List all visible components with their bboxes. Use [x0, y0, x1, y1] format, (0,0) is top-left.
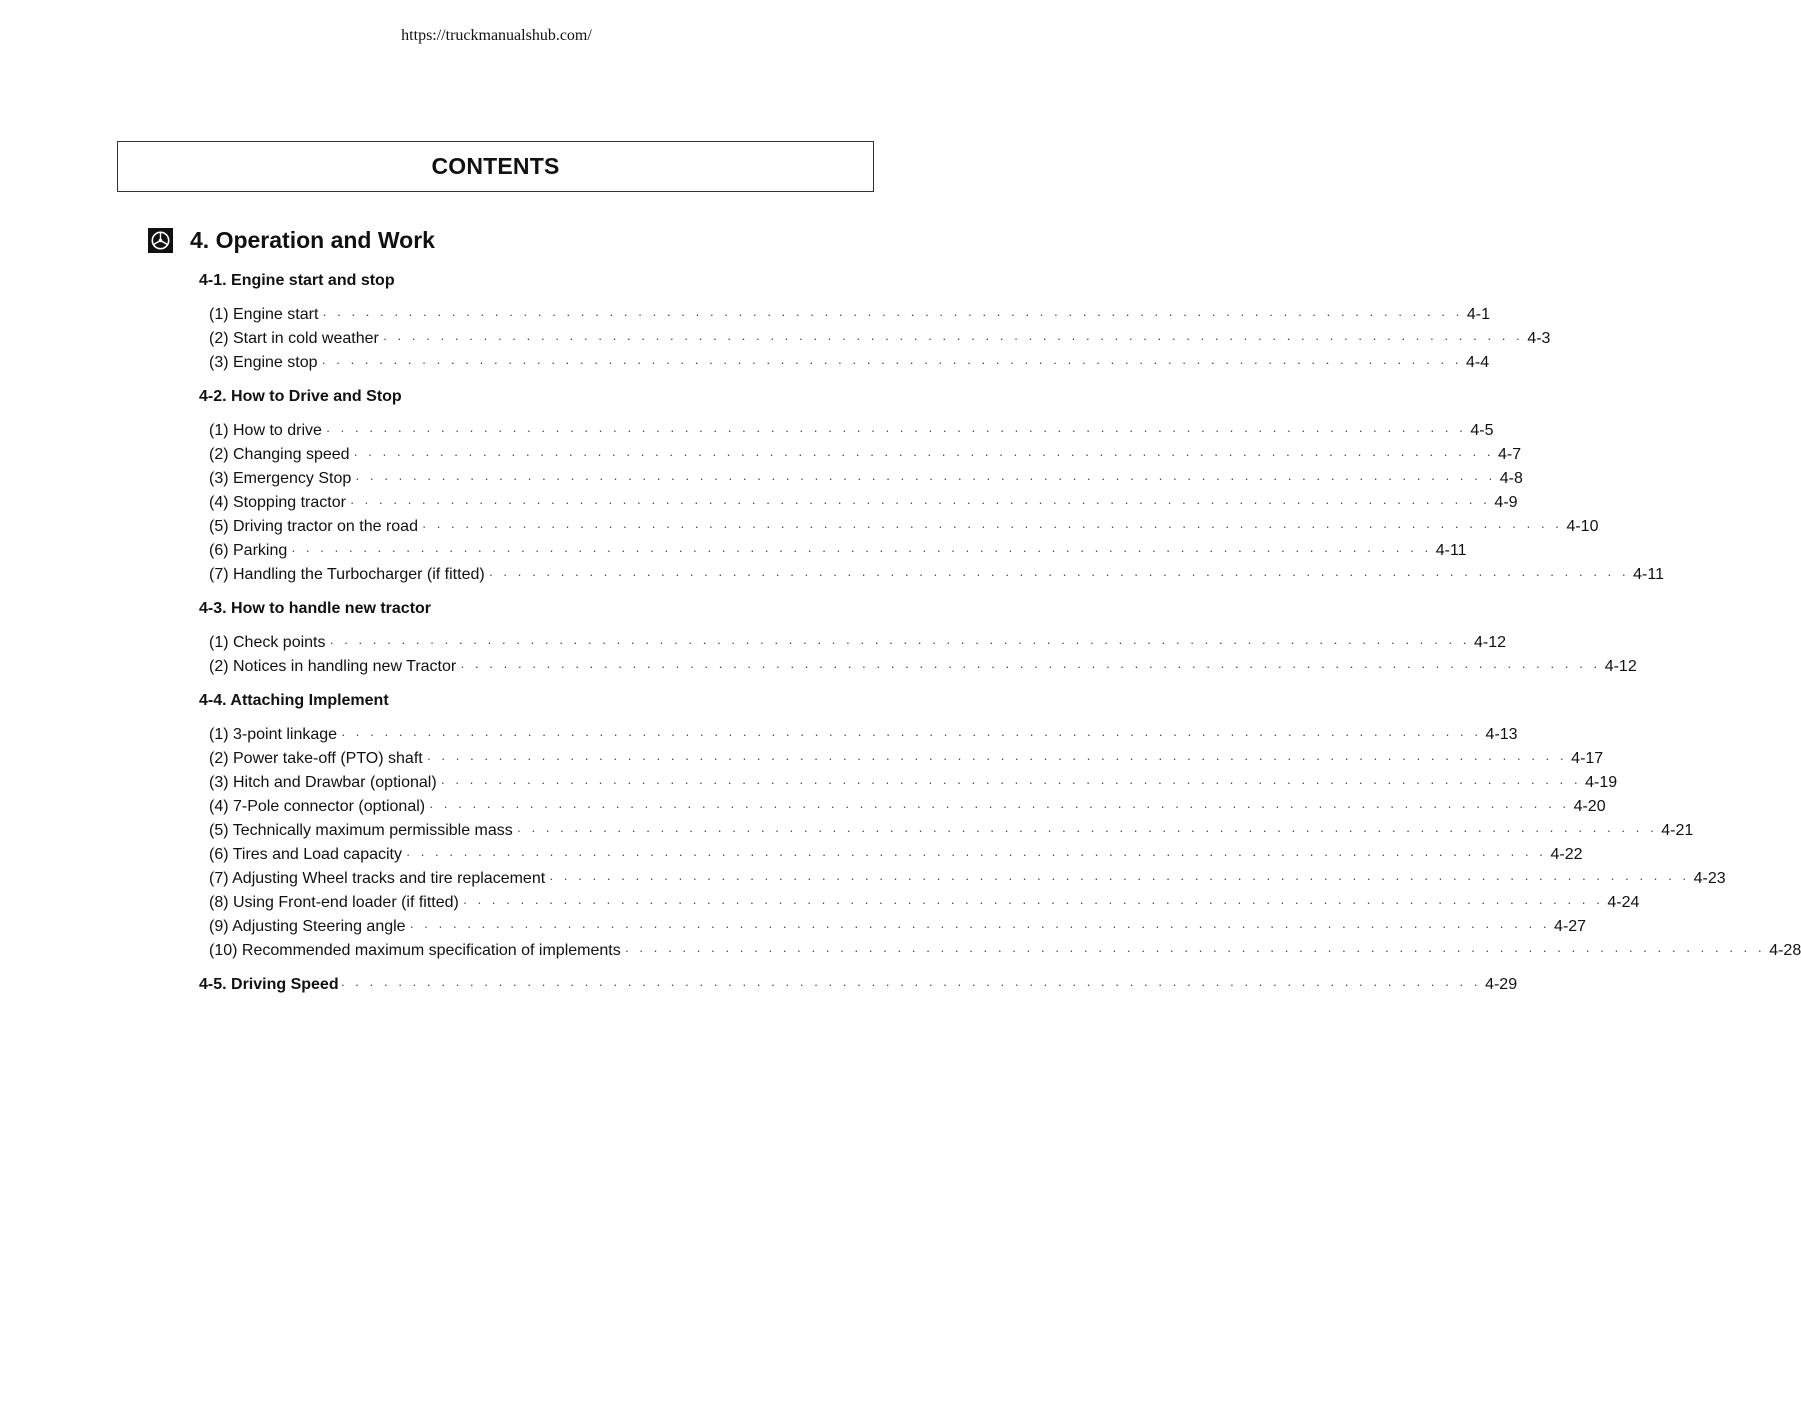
toc-entry[interactable] — [199, 563, 1664, 587]
toc-entry-page: 4-12 — [1473, 634, 1506, 651]
dot-leader: · · · · · · · · · · · · · · · · · · · · · · · · · · · · · · · · · · · · · · · · · · · · · · · · · · · · · · · · · · · · · · · · · · · · · · · · · · · · · · · · — [382, 331, 1524, 346]
toc-entry-label: (6) Parking — [209, 542, 288, 559]
toc-entry-page: 4-23 — [1693, 870, 1726, 887]
dot-leader: · · · · · · · · · · · · · · · · · · · · · · · · · · · · · · · · · · · · · · · · · · · · · · · · · · · · · · · · · · · · · · · · · · · · · · · · · · · · · · · · — [321, 355, 1462, 370]
toc-entry-page: 4-13 — [1485, 726, 1518, 743]
dot-leader: · · · · · · · · · · · · · · · · · · · · · · · · · · · · · · · · · · · · · · · · · · · · · · · · · · · · · · · · · · · · · · · · · · · · · · · · · · · · · · · · — [426, 751, 1568, 766]
steering-wheel-icon — [148, 228, 173, 253]
toc-entry-page: 4-29 — [1485, 976, 1518, 993]
toc-entry-label: (2) Notices in handling new Tractor — [209, 658, 457, 675]
toc-entry[interactable] — [199, 747, 1604, 771]
dot-leader: · · · · · · · · · · · · · · · · · · · · · · · · · · · · · · · · · · · · · · · · · · · · · · · · · · · · · · · · · · · · · · · · · · · · · · · · · · · · · · · · — [462, 895, 1604, 910]
toc-entry[interactable] — [199, 915, 1587, 939]
dot-leader: · · · · · · · · · · · · · · · · · · · · · · · · · · · · · · · · · · · · · · · · · · · · · · · · · · · · · · · · · · · · · · · · · · · · · · · · · · · · · · · · — [341, 727, 1482, 742]
dot-leader: · · · · · · · · · · · · · · · · · · · · · · · · · · · · · · · · · · · · · · · · · · · · · · · · · · · · · · · · · · · · · · · · · · · · · · · · · · · · · · · · — [409, 919, 1551, 934]
toc-entry-label: (3) Emergency Stop — [209, 470, 352, 487]
toc-entry[interactable] — [199, 539, 1467, 563]
toc-entry-page: 4-10 — [1566, 518, 1599, 535]
dot-leader: · · · · · · · · · · · · · · · · · · · · · · · · · · · · · · · · · · · · · · · · · · · · · · · · · · · · · · · · · · · · · · · · · · · · · · · · · · · · · · · · — [460, 659, 1601, 674]
dot-leader: · · · · · · · · · · · · · · · · · · · · · · · · · · · · · · · · · · · · · · · · · · · · · · · · · · · · · · · · · · · · · · · · · · · · · · · · · · · · · · · · — [421, 519, 1563, 534]
toc-entry-label: (4) Stopping tractor — [209, 494, 346, 511]
dot-leader: · · · · · · · · · · · · · · · · · · · · · · · · · · · · · · · · · · · · · · · · · · · · · · · · · · · · · · · · · · · · · · · · · · · · · · · · · · · · · · · · — [406, 847, 1547, 862]
toc-section — [199, 689, 1801, 963]
toc-section-heading: 4-5. Driving Speed — [199, 976, 339, 993]
toc-entry-label: (5) Driving tractor on the road — [209, 518, 418, 535]
dot-leader: · · · · · · · · · · · · · · · · · · · · · · · · · · · · · · · · · · · · · · · · · · · · · · · · · · · · · · · · · · · · · · · · · · · · · · · · · · · · · · · · — [355, 471, 1496, 486]
toc-section-heading[interactable]: 4-1. Engine start and stop — [199, 272, 395, 289]
dot-leader: · · · · · · · · · · · · · · · · · · · · · · · · · · · · · · · · · · · · · · · · · · · · · · · · · · · · · · · · · · · · · · · · · · · · · · · · · · · · · · · · — [440, 775, 1582, 790]
dot-leader: · · · · · · · · · · · · · · · · · · · · · · · · · · · · · · · · · · · · · · · · · · · · · · · · · · · · · · · · · · · · · · · · · · · · · · · · · · · · · · · · — [340, 977, 1482, 992]
toc-entry-page: 4-1 — [1466, 306, 1490, 323]
contents-title: CONTENTS — [431, 153, 560, 179]
toc-section — [199, 269, 1551, 375]
toc-entry-label: (1) Engine start — [209, 306, 319, 323]
toc-entry[interactable] — [199, 867, 1726, 891]
toc-entry-page: 4-3 — [1527, 330, 1551, 347]
dot-leader: · · · · · · · · · · · · · · · · · · · · · · · · · · · · · · · · · · · · · · · · · · · · · · · · · · · · · · · · · · · · · · · · · · · · · · · · · · · · · · · · — [429, 799, 1570, 814]
table-of-contents — [199, 269, 1801, 997]
toc-entry-page: 4-11 — [1435, 542, 1467, 559]
toc-entry-page: 4-24 — [1607, 894, 1640, 911]
toc-entry-label: (10) Recommended maximum specification of implements — [209, 942, 621, 959]
toc-entry-label: (8) Using Front-end loader (if fitted) — [209, 894, 459, 911]
toc-entry-label: (2) Start in cold weather — [209, 330, 379, 347]
toc-section — [199, 597, 1637, 679]
toc-entry[interactable] — [199, 891, 1640, 915]
toc-entry-page: 4-8 — [1499, 470, 1523, 487]
toc-entry[interactable] — [199, 327, 1551, 351]
toc-entry[interactable] — [199, 443, 1522, 467]
toc-section — [199, 385, 1664, 587]
dot-leader: · · · · · · · · · · · · · · · · · · · · · · · · · · · · · · · · · · · · · · · · · · · · · · · · · · · · · · · · · · · · · · · · · · · · · · · · · · · · · · · · — [349, 495, 1491, 510]
toc-entry-label: (7) Adjusting Wheel tracks and tire replacement — [209, 870, 546, 887]
toc-entry-page: 4-22 — [1550, 846, 1583, 863]
toc-entry[interactable] — [199, 795, 1606, 819]
chapter-heading — [148, 227, 435, 254]
dot-leader: · · · · · · · · · · · · · · · · · · · · · · · · · · · · · · · · · · · · · · · · · · · · · · · · · · · · · · · · · · · · · · · · · · · · · · · · · · · · · · · · — [353, 447, 1495, 462]
toc-entry[interactable] — [199, 843, 1583, 867]
chapter-title: 4. Operation and Work — [190, 227, 435, 253]
toc-section-heading[interactable]: 4-4. Attaching Implement — [199, 692, 389, 709]
toc-entry-page: 4-7 — [1498, 446, 1522, 463]
toc-entry-label: (9) Adjusting Steering angle — [209, 918, 406, 935]
dot-leader: · · · · · · · · · · · · · · · · · · · · · · · · · · · · · · · · · · · · · · · · · · · · · · · · · · · · · · · · · · · · · · · · · · · · · · · · · · · · · · · · — [488, 567, 1630, 582]
toc-entry[interactable] — [199, 303, 1490, 327]
toc-entry[interactable] — [199, 515, 1599, 539]
toc-entry-page: 4-27 — [1554, 918, 1587, 935]
toc-entry-page: 4-5 — [1470, 422, 1494, 439]
dot-leader: · · · · · · · · · · · · · · · · · · · · · · · · · · · · · · · · · · · · · · · · · · · · · · · · · · · · · · · · · · · · · · · · · · · · · · · · · · · · · · · · — [516, 823, 1658, 838]
dot-leader: · · · · · · · · · · · · · · · · · · · · · · · · · · · · · · · · · · · · · · · · · · · · · · · · · · · · · · · · · · · · · · · · · · · · · · · · · · · · · · · · — [329, 635, 1470, 650]
toc-entry-label: (4) 7-Pole connector (optional) — [209, 798, 426, 815]
toc-entry-page: 4-17 — [1571, 750, 1604, 767]
dot-leader: · · · · · · · · · · · · · · · · · · · · · · · · · · · · · · · · · · · · · · · · · · · · · · · · · · · · · · · · · · · · · · · · · · · · · · · · · · · · · · · · — [549, 871, 1690, 886]
dot-leader: · · · · · · · · · · · · · · · · · · · · · · · · · · · · · · · · · · · · · · · · · · · · · · · · · · · · · · · · · · · · · · · · · · · · · · · · · · · · · · · · — [325, 423, 1467, 438]
toc-entry[interactable] — [199, 655, 1637, 679]
toc-entry-label: (2) Power take-off (PTO) shaft — [209, 750, 423, 767]
dot-leader: · · · · · · · · · · · · · · · · · · · · · · · · · · · · · · · · · · · · · · · · · · · · · · · · · · · · · · · · · · · · · · · · · · · · · · · · · · · · · · · · — [291, 543, 1432, 558]
toc-entry[interactable] — [199, 419, 1494, 443]
toc-entry-label: (3) Engine stop — [209, 354, 318, 371]
toc-entry-label: (3) Hitch and Drawbar (optional) — [209, 774, 437, 791]
toc-section-heading[interactable]: 4-3. How to handle new tractor — [199, 600, 432, 617]
toc-entry-label: (1) Check points — [209, 634, 326, 651]
toc-entry[interactable] — [199, 771, 1618, 795]
toc-section-heading[interactable]: 4-2. How to Drive and Stop — [199, 388, 402, 405]
toc-entry-label: (6) Tires and Load capacity — [209, 846, 402, 863]
toc-entry-page: 4-12 — [1604, 658, 1637, 675]
toc-entry-page: 4-9 — [1494, 494, 1518, 511]
source-url[interactable]: https://truckmanualshub.com/ — [401, 27, 592, 44]
toc-entry-page: 4-4 — [1465, 354, 1490, 371]
toc-entry[interactable] — [199, 467, 1523, 491]
toc-entry[interactable] — [199, 723, 1518, 747]
toc-entry-page: 4-11 — [1633, 566, 1664, 583]
toc-entry-label: (7) Handling the Turbocharger (if fitted) — [209, 566, 485, 583]
toc-entry-page: 4-21 — [1661, 822, 1694, 839]
toc-section-driving-speed[interactable] — [199, 973, 1518, 997]
toc-entry-label: (2) Changing speed — [209, 446, 350, 463]
toc-entry-label: (1) How to drive — [209, 422, 322, 439]
contents-header-box — [117, 141, 874, 192]
toc-entry[interactable] — [199, 351, 1490, 375]
dot-leader: · · · · · · · · · · · · · · · · · · · · · · · · · · · · · · · · · · · · · · · · · · · · · · · · · · · · · · · · · · · · · · · · · · · · · · · · · · · · · · · · — [322, 307, 1463, 322]
toc-entry-label: (5) Technically maximum permissible mass — [209, 822, 513, 839]
toc-entry-page: 4-28 — [1769, 942, 1801, 959]
toc-entry[interactable] — [199, 819, 1694, 843]
toc-entry[interactable] — [199, 939, 1801, 963]
toc-entry-page: 4-19 — [1585, 774, 1618, 791]
toc-entry[interactable] — [199, 631, 1506, 655]
toc-entry-page: 4-20 — [1573, 798, 1606, 815]
toc-entry[interactable] — [199, 491, 1518, 515]
dot-leader: · · · · · · · · · · · · · · · · · · · · · · · · · · · · · · · · · · · · · · · · · · · · · · · · · · · · · · · · · · · · · · · · · · · · · · · · · · · · · · · · — [624, 943, 1766, 958]
toc-entry-label: (1) 3-point linkage — [209, 726, 338, 743]
